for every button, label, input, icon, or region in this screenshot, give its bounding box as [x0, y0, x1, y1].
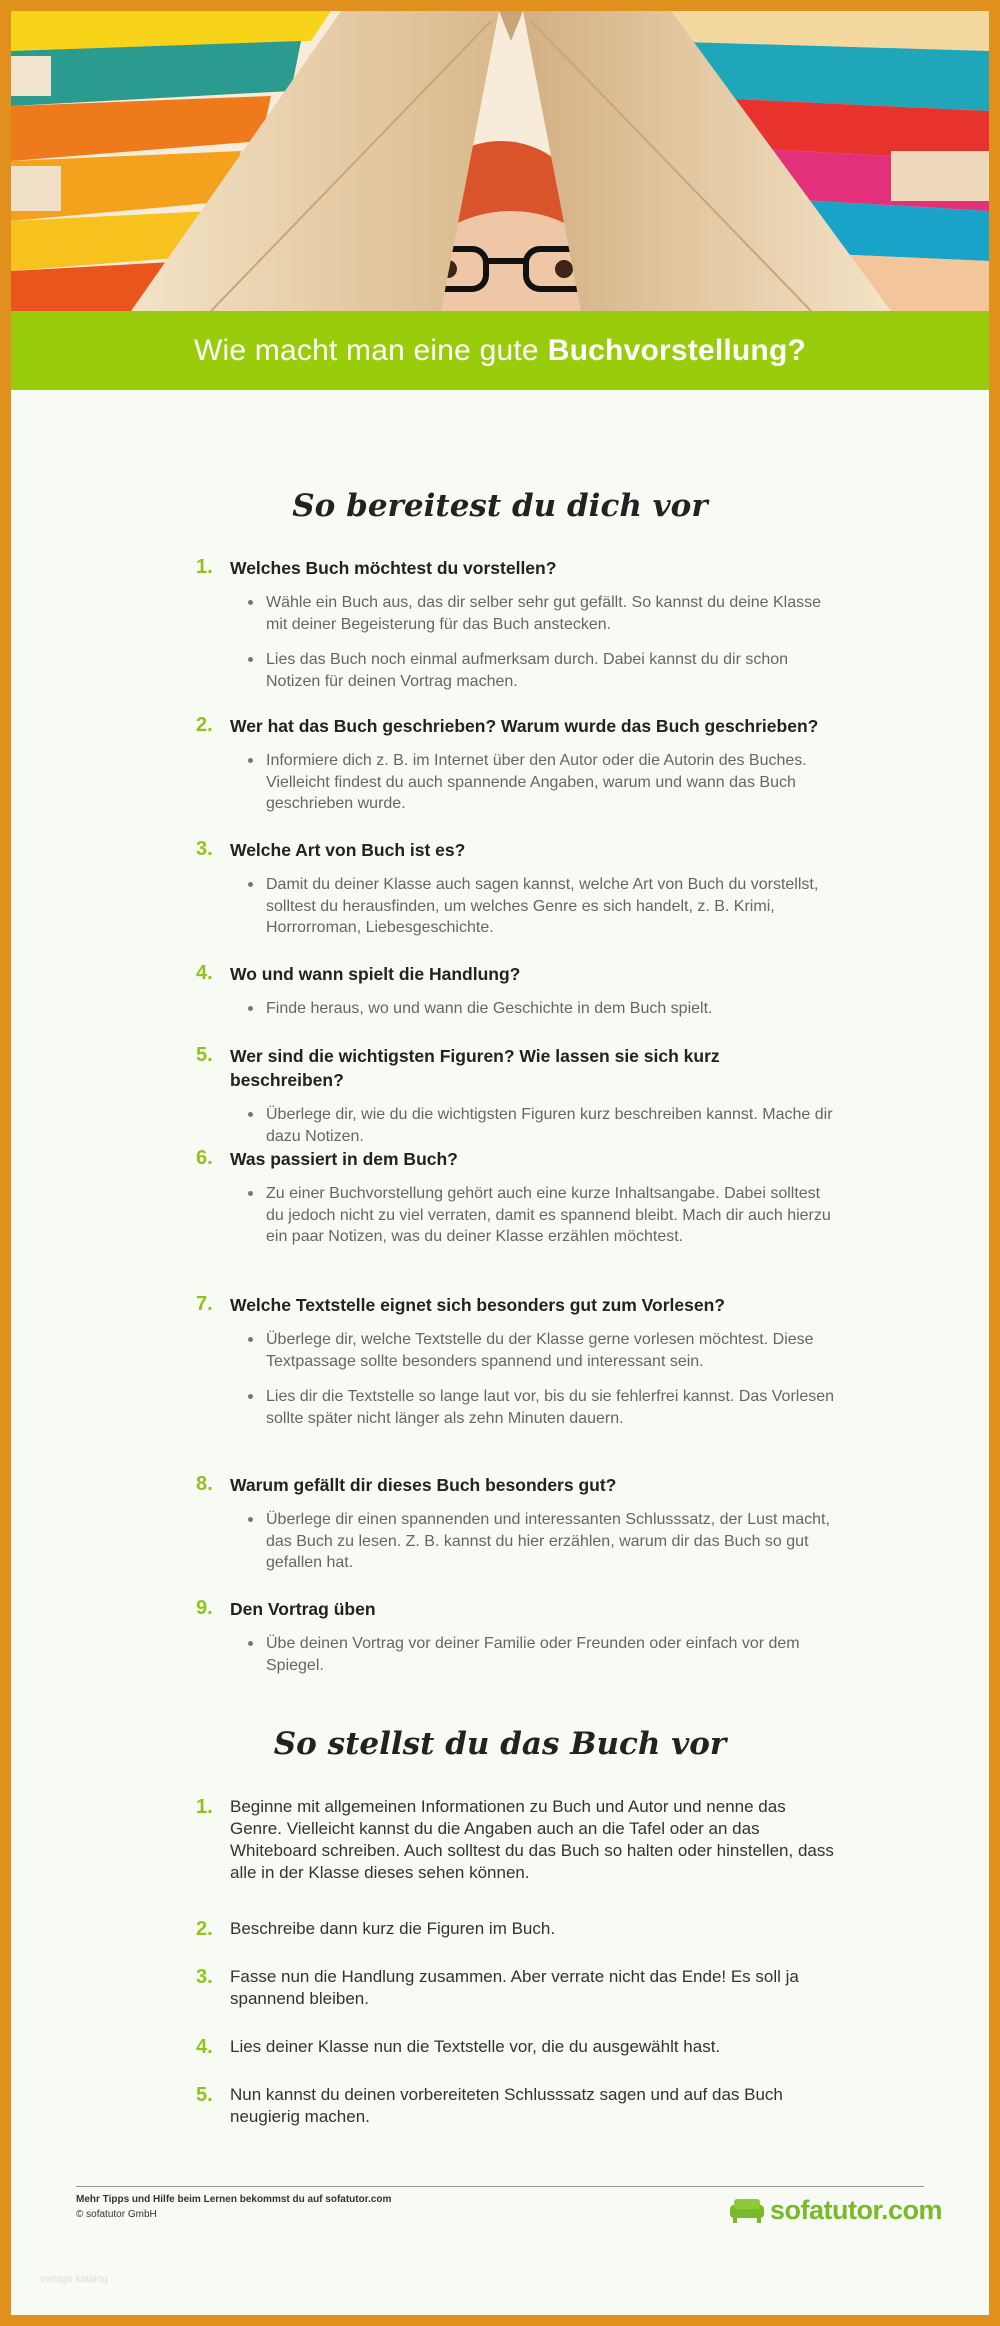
list-item — [196, 838, 836, 962]
banner-title-bold: Buchvorstellung? — [547, 333, 806, 367]
list-item — [196, 1044, 836, 1147]
item-question: Welche Art von Buch ist es? — [230, 840, 466, 860]
item-question: Welches Buch möchtest du vorstellen? — [230, 558, 557, 578]
section-title-preparation: So bereitest du dich vor — [292, 488, 708, 524]
step-text: Nun kannst du deinen vorbereiteten Schlusssatz sagen und auf das Buch neugierig machen. — [230, 2085, 783, 2126]
sofatutor-logo[interactable] — [728, 2192, 942, 2228]
step-text: Beginne mit allgemeinen Informationen zu Buch und Autor und nenne das Genre. Vielleicht kannst du die Angaben auch an die Tafel oder an das Whiteboard schreiben. Auch solltest du das Buch so halten oder hinstellen, dass alle in der Klasse dieses sehen können. — [230, 1797, 834, 1882]
list-item — [196, 2036, 836, 2084]
item-question: Warum gefällt dir dieses Buch besonders gut? — [230, 1475, 617, 1495]
step-text: Lies deiner Klasse nun die Textstelle vor, die du ausgewählt hast. — [230, 2037, 721, 2056]
item-number: 3. — [196, 838, 213, 860]
step-number: 5. — [196, 2084, 213, 2106]
step-number: 1. — [196, 1796, 213, 1818]
footer-text — [76, 2192, 391, 2222]
bullet-list — [244, 1329, 836, 1429]
preparation-list — [196, 556, 836, 1687]
item-number: 4. — [196, 962, 213, 984]
books-illustration — [11, 11, 989, 311]
list-item — [196, 1918, 836, 1966]
item-number: 6. — [196, 1147, 213, 1169]
faint-caption: vorlage katalog — [40, 2274, 108, 2285]
bullet-text: Lies dir die Textstelle so lange laut vor, bis du sie fehlerfrei kannst. Das Vorlesen sollte später nicht länger als zehn Minuten dauern. — [244, 1386, 836, 1429]
bullet-text: Überlege dir, wie du die wichtigsten Figuren kurz beschreiben kannst. Mache dir dazu Notizen. — [244, 1104, 836, 1147]
list-item — [196, 962, 836, 1044]
list-item — [196, 1597, 836, 1687]
list-item — [196, 1796, 836, 1918]
bullet-list — [244, 592, 836, 692]
list-item — [196, 714, 836, 838]
bullet-list — [244, 998, 836, 1020]
presentation-steps — [196, 1796, 836, 2134]
item-number: 2. — [196, 714, 213, 736]
bullet-list — [244, 874, 836, 939]
banner-title-light: Wie macht man eine gute — [194, 333, 539, 367]
sofa-icon — [728, 2195, 766, 2225]
footer-copyright: © sofatutor GmbH — [76, 2209, 157, 2220]
bullet-text: Überlege dir einen spannenden und interessanten Schlusssatz, der Lust macht, das Buch zu lesen. Z. B. kannst du hier erzählen, warum dir das Buch so gut gefallen hat. — [244, 1509, 836, 1574]
list-item — [196, 1966, 836, 2036]
bullet-text: Überlege dir, welche Textstelle du der Klasse gerne vorlesen möchtest. Diese Textpassage sollte besonders spannend und interessant sein. — [244, 1329, 836, 1372]
step-text: Beschreibe dann kurz die Figuren im Buch. — [230, 1919, 556, 1938]
item-question: Wer hat das Buch geschrieben? Warum wurde das Buch geschrieben? — [230, 716, 819, 736]
bullet-list — [244, 1183, 836, 1248]
title-banner — [11, 311, 989, 390]
list-item — [196, 1473, 836, 1597]
item-number: 1. — [196, 556, 213, 578]
list-item — [196, 556, 836, 714]
item-number: 7. — [196, 1293, 213, 1315]
bullet-list — [244, 1633, 836, 1676]
item-question: Wo und wann spielt die Handlung? — [230, 964, 521, 984]
footer-divider — [76, 2186, 924, 2187]
step-text: Fasse nun die Handlung zusammen. Aber verrate nicht das Ende! Es soll ja spannend bleiben. — [230, 1967, 799, 2008]
bullet-list — [244, 1509, 836, 1574]
bullet-text: Informiere dich z. B. im Internet über den Autor oder die Autorin des Buches. Vielleicht findest du auch spannende Angaben, warum und wann das Buch geschrieben wurde. — [244, 750, 836, 815]
step-number: 4. — [196, 2036, 213, 2058]
footer-tip: Mehr Tipps und Hilfe beim Lernen bekommst du auf sofatutor.com — [76, 2194, 392, 2205]
section-title-presentation: So stellst du das Buch vor — [273, 1726, 727, 1762]
list-item — [196, 1147, 836, 1293]
bullet-text: Damit du deiner Klasse auch sagen kannst, welche Art von Buch du vorstellst, solltest du herausfinden, um welches Genre es sich handelt, z. B. Krimi, Horrorroman, Liebesgeschichte. — [244, 874, 836, 939]
item-question: Wer sind die wichtigsten Figuren? Wie lassen sie sich kurz beschreiben? — [230, 1046, 720, 1090]
logo-text: sofatutor.com — [770, 2194, 943, 2225]
bullet-list — [244, 750, 836, 815]
bullet-list — [244, 1104, 836, 1147]
step-number: 2. — [196, 1918, 213, 1940]
bullet-text: Zu einer Buchvorstellung gehört auch eine kurze Inhaltsangabe. Dabei solltest du jedoch nicht zu viel verraten, damit es spannend bleibt. Mach dir auch hierzu ein paar Notizen, was du deiner Klasse erzählen möchtest. — [244, 1183, 836, 1248]
item-question: Den Vortrag üben — [230, 1599, 376, 1619]
hero-image — [11, 11, 989, 311]
item-number: 5. — [196, 1044, 213, 1066]
list-item — [196, 2084, 836, 2134]
bullet-text: Lies das Buch noch einmal aufmerksam durch. Dabei kannst du dir schon Notizen für deinen Vortrag machen. — [244, 649, 836, 692]
item-question: Welche Textstelle eignet sich besonders gut zum Vorlesen? — [230, 1295, 725, 1315]
bullet-text: Finde heraus, wo und wann die Geschichte in dem Buch spielt. — [244, 998, 836, 1020]
step-number: 3. — [196, 1966, 213, 1988]
bullet-text: Wähle ein Buch aus, das dir selber sehr gut gefällt. So kannst du deine Klasse mit deiner Begeisterung für das Buch anstecken. — [244, 592, 836, 635]
bullet-text: Übe deinen Vortrag vor deiner Familie oder Freunden oder einfach vor dem Spiegel. — [244, 1633, 836, 1676]
item-question: Was passiert in dem Buch? — [230, 1149, 458, 1169]
list-item — [196, 1293, 836, 1473]
item-number: 8. — [196, 1473, 213, 1495]
item-number: 9. — [196, 1597, 213, 1619]
